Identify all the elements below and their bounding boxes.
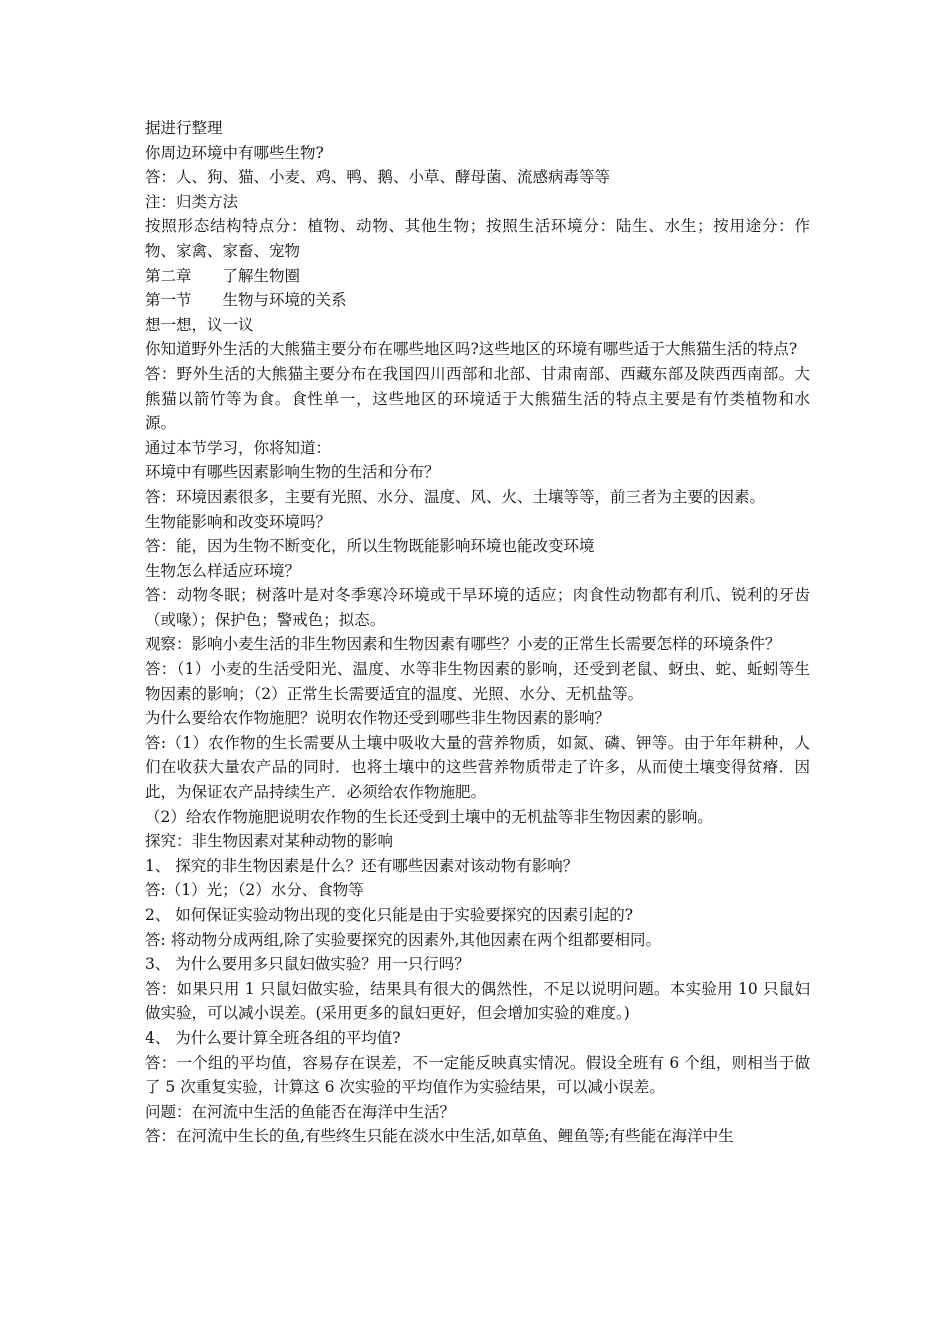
answer-line: 答：人、狗、猫、小麦、鸡、鸭、鹅、小草、酵母菌、流感病毒等等 xyxy=(145,168,611,187)
question-line: 为什么要给农作物施肥？说明农作物还受到哪些非生物因素的影响？ xyxy=(145,709,611,728)
document-page xyxy=(145,116,810,1149)
section-heading: 第一节 生物与环境的关系 xyxy=(145,291,347,310)
text-line: 据进行整理 xyxy=(145,119,223,137)
answer-line: 答:（1）光；（2）水分、食物等 xyxy=(145,881,364,900)
answer-line: 答：在河流中生长的鱼,有些终生只能在淡水中生活,如草鱼、鲤鱼等;有些能在海洋中生 xyxy=(145,1127,734,1146)
text-line: 通过本节学习，你将知道： xyxy=(145,438,332,457)
answer-paragraph: 答：一个组的平均值，容易存在误差，不一定能反映真实情况。假设全班有 6 个组，则相当于做了 5 次重复实验，计算这 6 次实验的平均值作为实验结果，可以减小误差。 xyxy=(145,1053,810,1097)
chapter-heading: 第二章 了解生物圈 xyxy=(145,266,301,285)
answer-line: 答: 将动物分成两组,除了实验要探究的因素外,其他因素在两个组都要相同。 xyxy=(145,930,662,949)
note-line: 注：归类方法 xyxy=(145,192,239,211)
numbered-question: 3、 为什么要用多只鼠妇做实验？用一只行吗？ xyxy=(145,955,470,974)
question-line: 环境中有哪些因素影响生物的生活和分布？ xyxy=(145,463,440,482)
numbered-question: 4、 为什么要计算全班各组的平均值? xyxy=(145,1028,401,1047)
answer-line: 答：能，因为生物不断变化，所以生物既能影响环境也能改变环境 xyxy=(145,537,595,556)
answer-paragraph: 答:（1）农作物的生长需要从土壤中吸收大量的营养物质，如氮、磷、钾等。由于年年耕种，人们在收获大量农产品的同时．也将土壤中的这些营养物质带走了许多，从而使土壤变得贫瘠．因此，为保证农产品持续生产．必须给农作物施肥。 xyxy=(145,733,810,802)
question-line: 问题：在河流中生活的鱼能否在海洋中生活？ xyxy=(145,1102,456,1121)
inquiry-heading: 探究：非生物因素对某种动物的影响 xyxy=(145,832,394,851)
answer-line: （2）给农作物施肥说明农作物的生长还受到土壤中的无机盐等非生物因素的影响。 xyxy=(145,807,713,826)
answer-paragraph: 答：动物冬眠；树落叶是对冬季寒冷环境或干旱环境的适应；肉食性动物都有利爪、锐利的牙齿（或喙）；保护色；警戒色；拟态。 xyxy=(145,586,810,629)
observation-paragraph: 观察：影响小麦生活的非生物因素和生物因素有哪些？小麦的正常生长需要怎样的环境条件？ xyxy=(145,635,781,654)
numbered-question: 1、 探究的非生物因素是什么？还有哪些因素对该动物有影响？ xyxy=(145,856,579,875)
numbered-question: 2、 如何保证实验动物出现的变化只能是由于实验要探究的因素引起的? xyxy=(145,906,634,924)
answer-paragraph: 答：如果只用 1 只鼠妇做实验，结果具有很大的偶然性，不足以说明问题。本实验用 10 只鼠妇做实验，可以减小误差。(采用更多的鼠妇更好，但会增加实验的难度。) xyxy=(145,979,810,1023)
text-paragraph: 按照形态结构特点分：植物、动物、其他生物；按照生活环境分：陆生、水生；按用途分：作物、家禽、家畜、宠物 xyxy=(145,217,810,260)
question-line: 生物能影响和改变环境吗？ xyxy=(145,512,332,531)
question-line: 你知道野外生活的大熊猫主要分布在哪些地区吗?这些地区的环境有哪些适于大熊猫生活的特点? xyxy=(145,340,798,359)
answer-paragraph: 答：（1）小麦的生活受阳光、温度、水等非生物因素的影响，还受到老鼠、蚜虫、蛇、蚯蚓等生物因素的影响；（2）正常生长需要适宜的温度、光照、水分、无机盐等。 xyxy=(145,660,810,703)
subheading: 想一想，议一议 xyxy=(145,315,254,334)
question-line: 生物怎么样适应环境？ xyxy=(145,561,301,580)
answer-line: 答：环境因素很多，主要有光照、水分、温度、风、火、土壤等等，前三者为主要的因素。 xyxy=(145,487,766,506)
question-line: 你周边环境中有哪些生物? xyxy=(145,143,324,162)
answer-paragraph: 答：野外生活的大熊猫主要分布在我国四川西部和北部、甘肃南部、西藏东部及陕西西南部。大熊猫以箭竹等为食。食性单一，这些地区的环境适于大熊猫生活的特点主要是有竹类植物和水源。 xyxy=(145,364,810,433)
